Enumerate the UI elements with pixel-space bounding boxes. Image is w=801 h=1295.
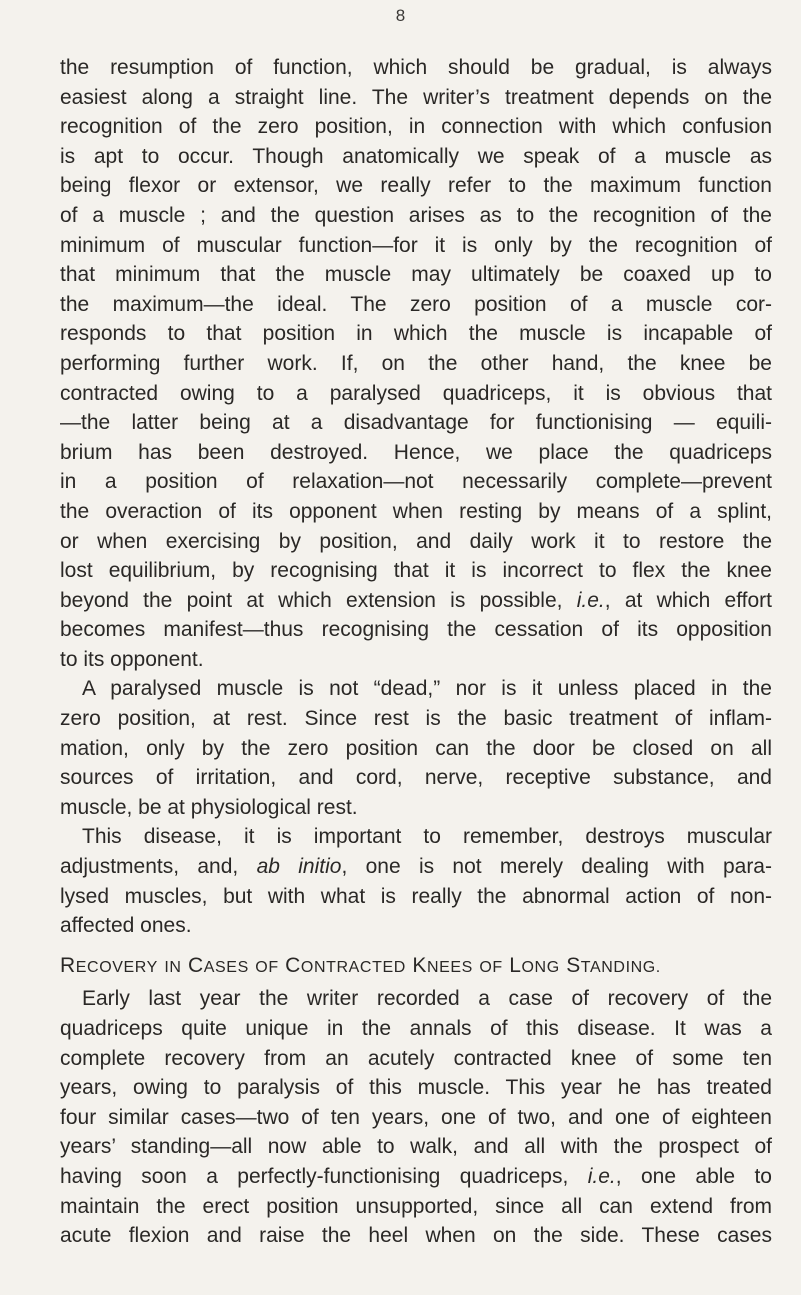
- text-line: recognition of the zero position, in connection with which confusion: [60, 115, 772, 139]
- text-line: lost equilibrium, by recognising that it is incorrect to flex the knee: [60, 559, 772, 583]
- text-line: the maximum—the ideal. The zero position of a muscle cor-: [60, 292, 772, 316]
- text-line: easiest along a straight line. The writer’s treatment depends on the: [60, 85, 772, 109]
- paragraph-muscular-adjustments: [60, 822, 772, 940]
- text-segment: beyond the point at which extension is possible,: [60, 588, 577, 612]
- text-line: is apt to occur. Though anatomically we speak of a muscle as: [60, 144, 772, 168]
- paragraph-zero-position: [60, 53, 772, 674]
- text-line: [60, 852, 772, 882]
- page-number: 8: [395, 6, 406, 25]
- text-line: responds to that position in which the muscle is incapable of: [60, 322, 772, 346]
- text-segment: , at which effort: [604, 588, 772, 612]
- text-line: maintain the erect position unsupported, since all can extend from: [60, 1194, 772, 1218]
- heading-word: LONG: [509, 953, 560, 977]
- heading-word: IN: [164, 958, 182, 976]
- text-line: years, owing to paralysis of this muscle. This year he has treated: [60, 1076, 772, 1100]
- text-line: quadriceps quite unique in the annals of this disease. It was a: [60, 1017, 772, 1040]
- italic-abbreviation: i.e.: [576, 588, 605, 612]
- text-line: lysed muscles, but with what is really the abnormal action of non-: [60, 884, 772, 908]
- text-segment: , one able to: [615, 1164, 772, 1188]
- paragraph-recovery-cases: [60, 984, 772, 1250]
- text-segment: adjustments, and,: [60, 855, 257, 879]
- text-line: A paralysed muscle is not “dead,” nor is it unless placed in the: [82, 677, 772, 701]
- text-line: [60, 586, 772, 616]
- text-line: that minimum that the muscle may ultimately be coaxed up to: [60, 263, 772, 287]
- italic-abbreviation: i.e.: [587, 1164, 616, 1188]
- text-line: muscle, be at physiological rest.: [60, 795, 358, 819]
- heading-word: RECOVERY: [60, 953, 158, 977]
- text-line: complete recovery from an acutely contracted knee of some ten: [60, 1046, 772, 1070]
- text-line: This disease, it is important to remember, destroys muscular: [82, 825, 772, 849]
- heading-word: OF: [255, 958, 279, 976]
- text-line: of a muscle ; and the question arises as to the recognition of the: [60, 203, 772, 227]
- text-line: [60, 1162, 772, 1192]
- text-segment: having soon a perfectly-functionising quadriceps,: [60, 1164, 588, 1188]
- text-line: sources of irritation, and cord, nerve, receptive substance, and: [60, 766, 772, 790]
- text-line: mation, only by the zero position can the door be closed on all: [60, 736, 772, 760]
- text-line: the overaction of its opponent when resting by means of a splint,: [60, 499, 772, 523]
- text-line: Early last year the writer recorded a case of recovery of the: [82, 987, 772, 1011]
- text-line: four similar cases—two of ten years, one of two, and one of eighteen: [60, 1105, 772, 1129]
- text-line: in a position of relaxation—not necessarily complete—prevent: [60, 470, 772, 494]
- paragraph-paralysed-muscle: [60, 674, 772, 822]
- heading-word: CASES: [188, 953, 249, 977]
- text-line: to its opponent.: [60, 647, 204, 671]
- text-line: —the latter being at a disadvantage for functionising — equili-: [60, 411, 772, 435]
- text-line: performing further work. If, on the other hand, the knee be: [60, 351, 772, 375]
- section-heading: [60, 951, 772, 981]
- heading-word: CONTRACTED: [285, 953, 406, 977]
- text-line: being flexor or extensor, we really refer to the maximum function: [60, 174, 772, 198]
- heading-word: OF: [479, 958, 503, 976]
- text-line: zero position, at rest. Since rest is the basic treatment of inflam-: [60, 707, 772, 731]
- italic-phrase: ab initio: [256, 855, 342, 879]
- text-line: minimum of muscular function—for it is only by the recognition of: [60, 233, 772, 257]
- text-segment: , one is not merely dealing with para-: [341, 855, 772, 879]
- text-line: acute flexion and raise the heel when on the side. These cases: [60, 1224, 772, 1248]
- text-line: or when exercising by position, and daily work it to restore the: [60, 529, 772, 553]
- text-line: contracted owing to a paralysed quadriceps, it is obvious that: [60, 381, 772, 405]
- heading-word: KNEES: [412, 953, 473, 977]
- body-text: [60, 53, 772, 1251]
- text-line: affected ones.: [60, 914, 192, 938]
- heading-word: STANDING.: [566, 953, 661, 977]
- text-line: becomes manifest—thus recognising the cessation of its opposition: [60, 618, 772, 642]
- text-line: brium has been destroyed. Hence, we place the quadriceps: [60, 440, 772, 464]
- text-line: years’ standing—all now able to walk, and all with the prospect of: [60, 1135, 772, 1159]
- text-line: the resumption of function, which should be gradual, is always: [60, 56, 772, 79]
